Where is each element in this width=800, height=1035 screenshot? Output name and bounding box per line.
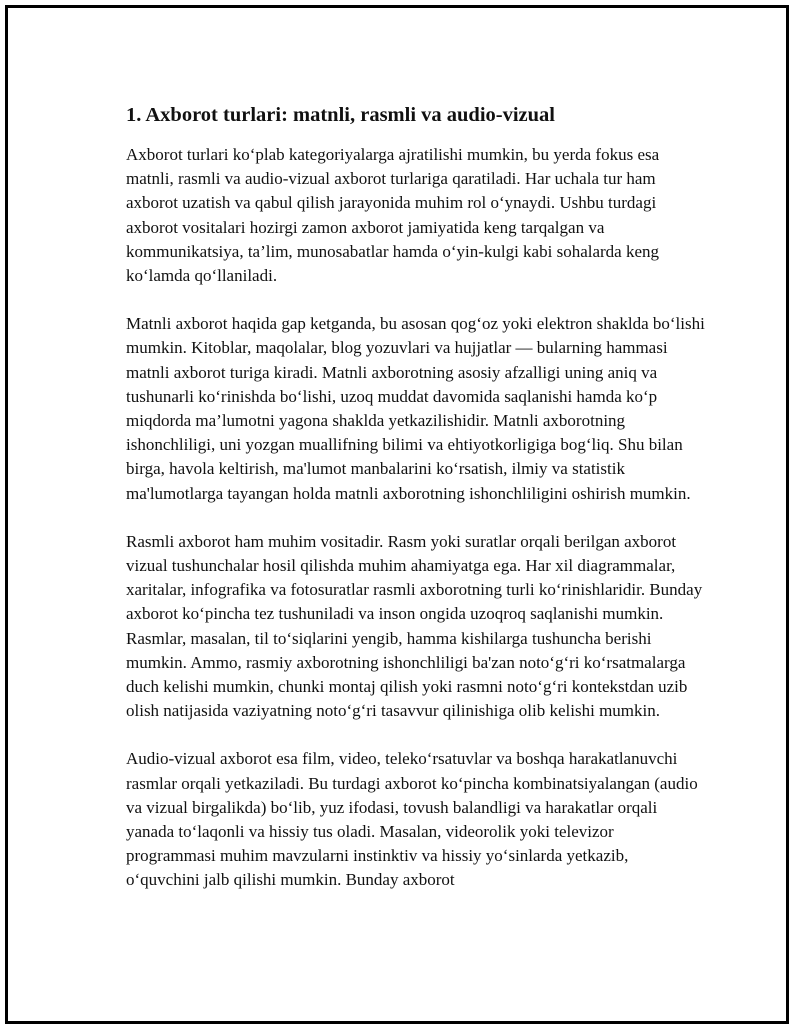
document-body bbox=[126, 98, 706, 917]
document-page bbox=[5, 5, 789, 1024]
paragraph-audiovisual-info: Audio-vizual axborot esa film, video, teleko‘rsatuvlar va boshqa harakatlanuvchi rasmlar orqali yetkaziladi. Bu turdagi axborot ko‘pincha kombinatsiyalangan (audio va vizual birgalikda) bo‘lib, yuz ifodasi, tovush balandligi va harakatlar orqali yanada to‘laqonli va hissiy tus oladi. Masalan, videorolik yoki televizor programmasi muhim mavzularni instinktiv va hissiy yo‘sinlarda yetkazib, o‘quvchini jalb qilishi mumkin. Bunday axborot bbox=[126, 749, 698, 890]
paragraph-image-info: Rasmli axborot ham muhim vositadir. Rasm yoki suratlar orqali berilgan axborot vizual tushunchalar hosil qilishda muhim ahamiyatga ega. Har xil diagrammalar, xaritalar, infografika va fotosuratlar rasmli axborotning turli ko‘rinishlaridir. Bunday axborot ko‘pincha tez tushuniladi va inson ongida uzoqroq saqlanishi mumkin. Rasmlar, masalan, til to‘siqlarini yengib, hamma kishilarga tushuncha berishi mumkin. Ammo, rasmiy axborotning ishonchliligi ba'zan noto‘g‘ri ko‘rsatmalarga duch kelishi mumkin, chunki montaj qilish yoki rasmni noto‘g‘ri kontekstdan uzib olish natijasida vaziyatning noto‘g‘ri tasavvur qilinishiga olib kelishi mumkin. bbox=[126, 531, 703, 721]
section-heading: 1. Axborot turlari: matnli, rasmli va audio-vizual bbox=[126, 104, 555, 126]
paragraph-text-info: Matnli axborot haqida gap ketganda, bu asosan qog‘oz yoki elektron shaklda bo‘lishi mumkin. Kitoblar, maqolalar, blog yozuvlari va hujjatlar — bularning hammasi matnli axborot turiga kiradi. Matnli axborotning asosiy afzalligi uning aniq va tushunarli ko‘rinishda bo‘lishi, uzoq muddat davomida saqlanishi hamda ko‘p miqdorda ma’lumotni yagona shaklda yetkazilishidir. Matnli axborotning ishonchliligi, uni yozgan muallifning bilimi va ehtiyotkorligiga bog‘liq. Shu bilan birga, havola keltirish, ma'lumot manbalarini ko‘rsatish, ilmiy va statistik ma'lumotlarga tayangan holda matnli axborotning ishonchliligini oshirish mumkin. bbox=[126, 314, 705, 503]
paragraph-intro: Axborot turlari ko‘plab kategoriyalarga ajratilishi mumkin, bu yerda fokus esa matnli, rasmli va audio-vizual axborot turlariga qaratiladi. Har uchala tur ham axborot uzatish va qabul qilish jarayonida muhim rol o‘ynaydi. Ushbu turdagi axborot vositalari hozirgi zamon axborot jamiyatida keng tarqalgan va kommunikatsiya, ta’lim, munosabatlar hamda o‘yin-kulgi kabi sohalarda keng ko‘lamda qo‘llaniladi. bbox=[126, 145, 660, 286]
